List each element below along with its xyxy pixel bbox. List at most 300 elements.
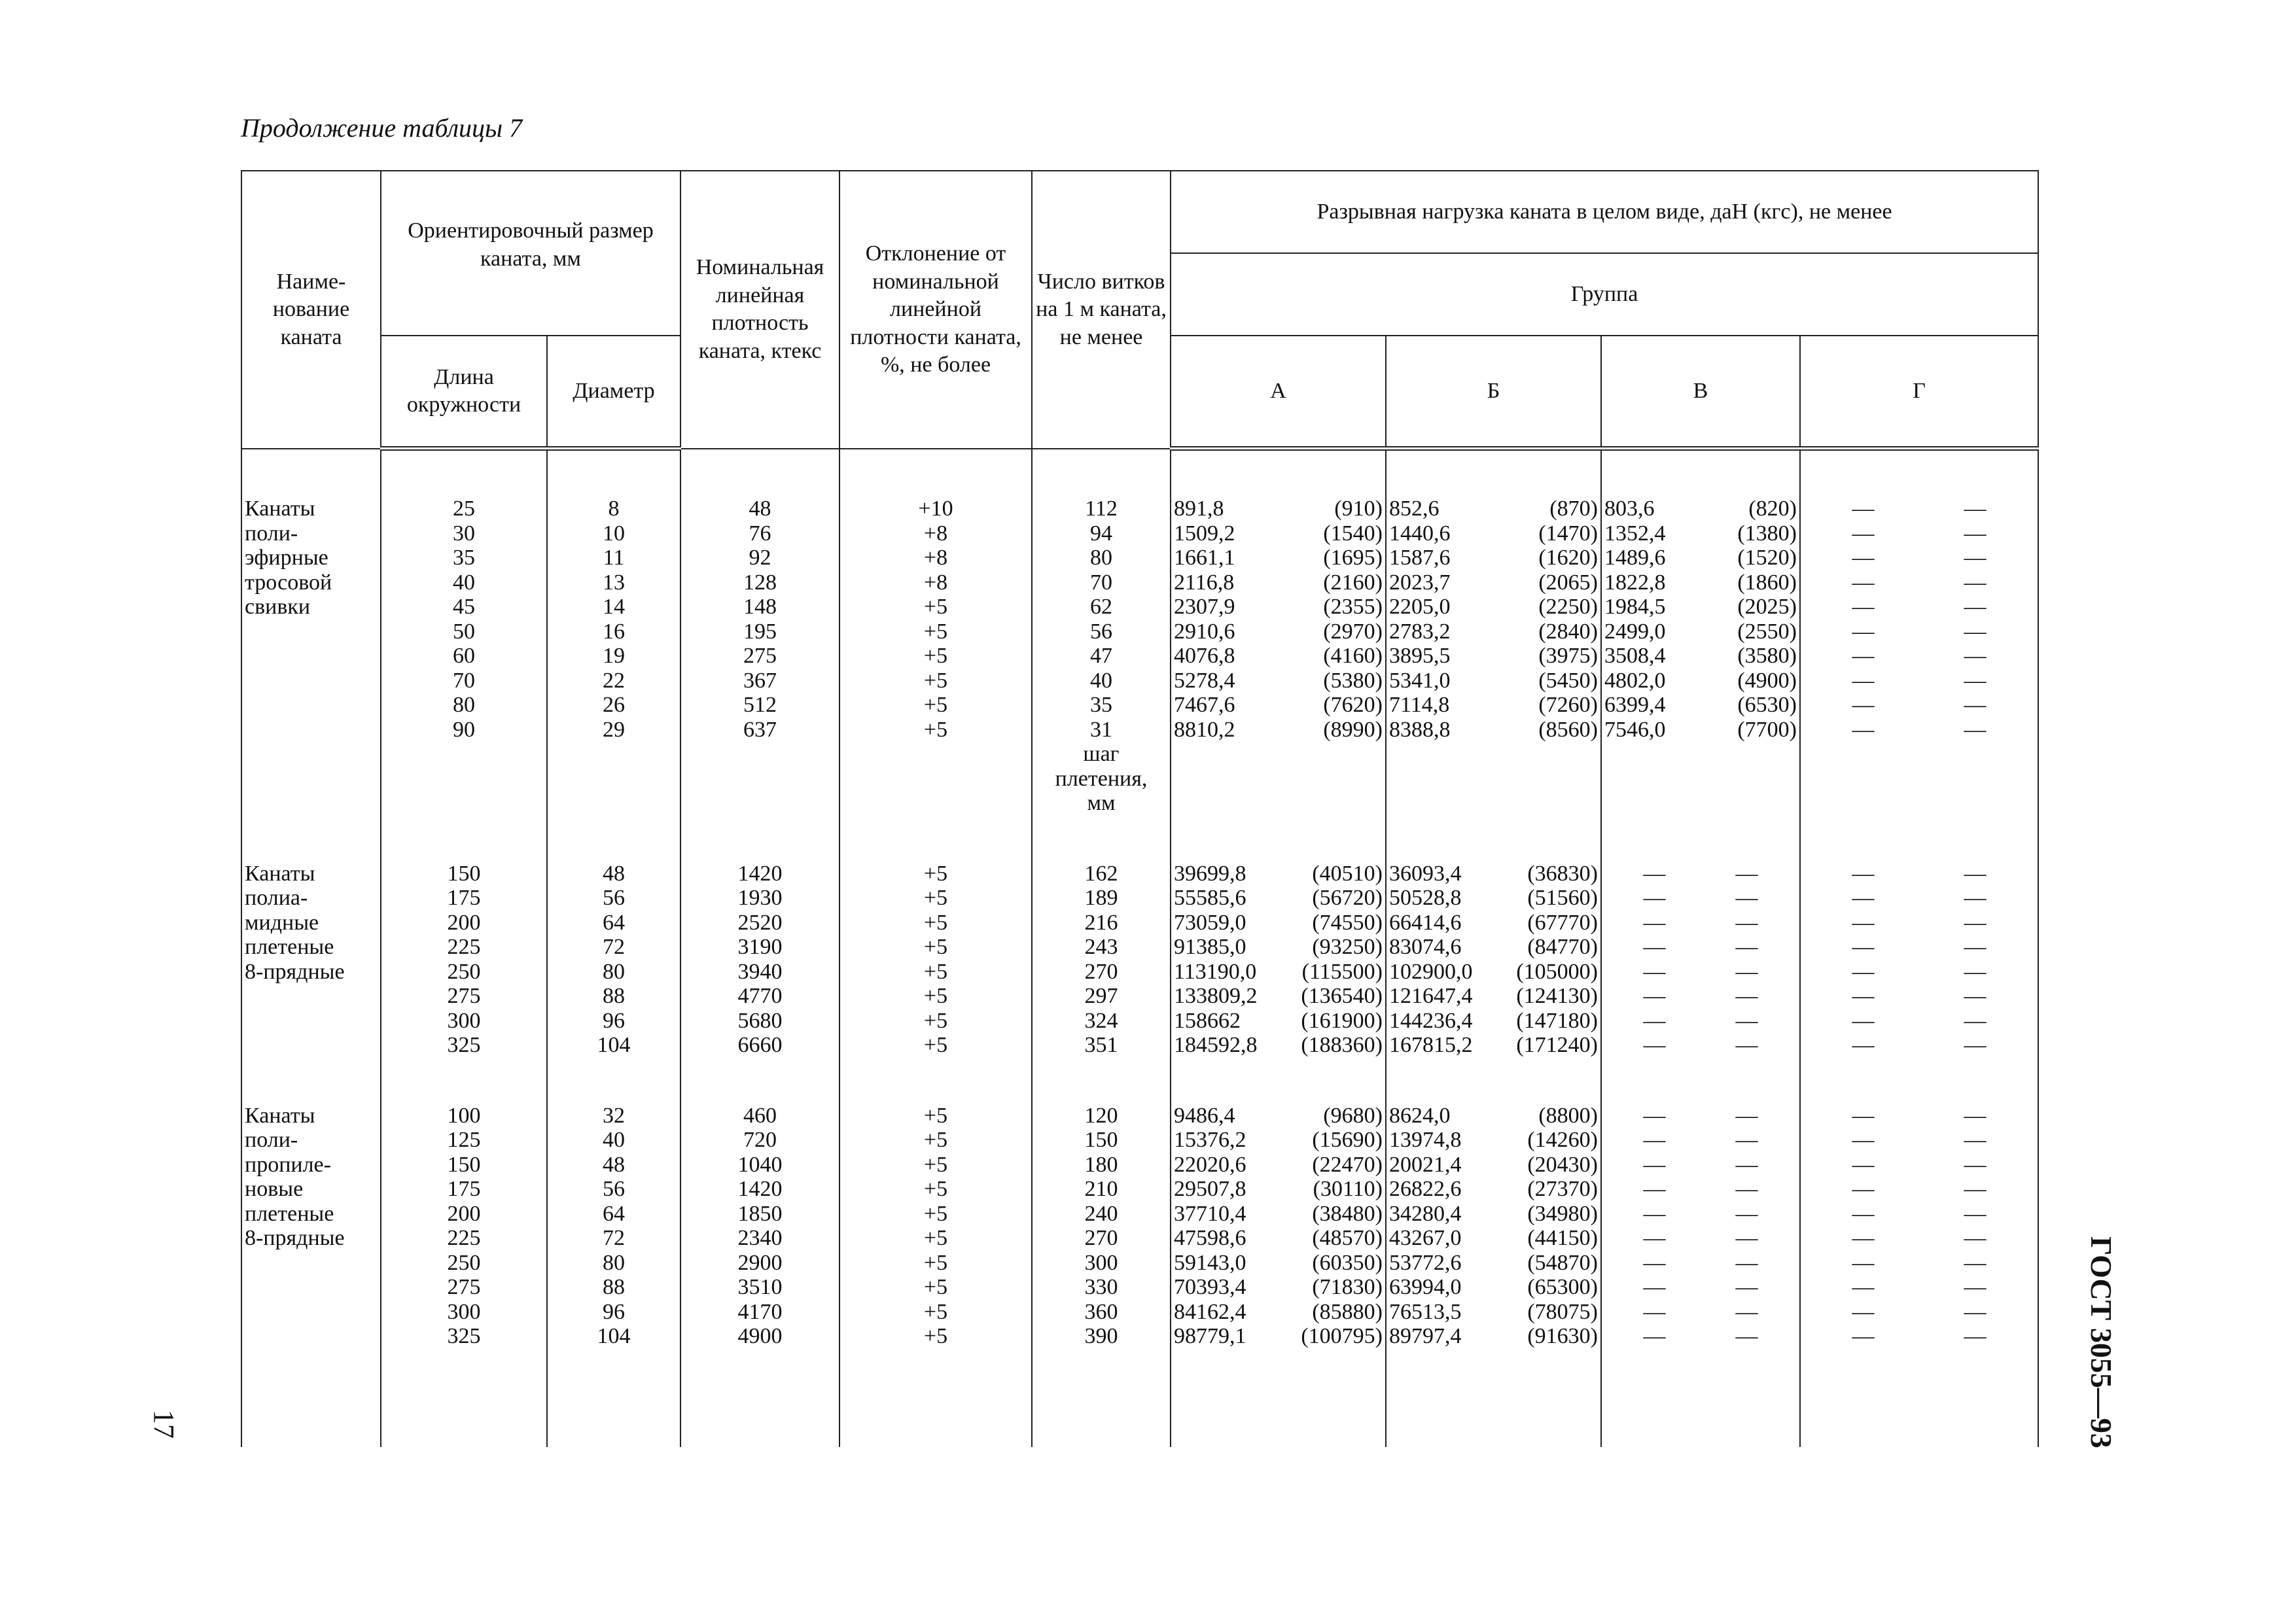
dash-mark: — [1964,1250,1987,1275]
circumference-value: 150 [447,1152,481,1177]
load-b-kgs: (8800) [1538,1103,1598,1128]
load-b-kgs: (147180) [1516,1008,1598,1033]
load-g-dash [1801,1226,2038,1251]
load-v-dash [1602,911,1799,935]
load-a-dan: 39699,8 [1174,861,1246,886]
load-a [1171,693,1385,718]
spacer-row [241,1349,2038,1447]
diameter-value: 10 [603,521,625,546]
load-b-kgs: (67770) [1527,910,1598,935]
load-v-dash [1602,862,1799,886]
turns-value: 31 [1090,717,1113,742]
header-group: Группа [1171,253,2038,336]
spacer-cell [1386,1058,1601,1104]
density-value: 2520 [737,910,783,935]
load-a-kgs: (910) [1334,497,1383,521]
circumference-value: 50 [453,619,475,644]
load-a-dan: 15376,2 [1174,1128,1246,1152]
density-value: 148 [743,595,777,619]
density-value: 92 [749,546,771,570]
load-b-dan: 1587,6 [1389,546,1451,570]
load-g-dash [1801,1300,2038,1325]
load-b-kgs: (84770) [1527,935,1598,959]
dash-mark: — [1964,619,1987,644]
load-b-dan: 3895,5 [1389,644,1451,668]
load-a-dan: 55585,6 [1174,886,1246,910]
load-b-kgs: (1470) [1538,521,1598,546]
deviation-value: +5 [923,886,948,910]
deviation-value: +5 [923,717,948,742]
load-g-dash [1801,497,2038,521]
load-a [1171,1128,1385,1153]
density-value: 1040 [737,1152,783,1177]
load-g-dash [1801,669,2038,693]
diameter-value-cell [547,497,680,816]
dash-mark: — [1852,910,1875,935]
load-a-dan: 70393,4 [1174,1275,1246,1299]
rope-name [241,862,381,1058]
density-value: 4900 [737,1324,783,1348]
load-b [1386,644,1600,669]
dash-mark: — [1643,910,1666,935]
dash-mark: — [1643,1201,1666,1226]
deviation-value: +5 [923,861,948,886]
load-b-dan: 2023,7 [1389,570,1451,595]
load-a-dan: 84162,4 [1174,1299,1246,1324]
density-value-cell [680,1104,839,1349]
load-v-dash [1602,886,1799,911]
circumference-value: 90 [453,717,475,742]
diameter-value: 11 [603,546,625,570]
load-a-dan: 47598,6 [1174,1226,1246,1250]
dash-mark: — [1643,886,1666,910]
dash-mark: — [1852,619,1875,644]
group-a-cell [1171,497,1386,816]
deviation-value: +5 [923,595,948,619]
load-a-kgs: (60350) [1312,1250,1383,1275]
dash-mark: — [1643,1299,1666,1324]
dash-mark: — [1735,1177,1758,1201]
dash-mark: — [1735,1128,1758,1152]
diameter-value: 16 [603,619,625,644]
dash-mark: — [1852,1128,1875,1152]
load-b-kgs: (14260) [1527,1128,1598,1152]
dash-mark: — [1964,1128,1987,1152]
dash-mark: — [1735,1152,1758,1177]
header-size: Ориентировочный размер каната, мм [381,171,680,336]
load-a [1171,1104,1385,1128]
load-a [1171,1177,1385,1202]
load-v-dan: 1489,6 [1604,546,1666,570]
spacer-cell [1171,816,1386,862]
dash-mark: — [1964,935,1987,959]
circumference-value: 175 [447,1177,481,1201]
load-a-dan: 184592,8 [1174,1033,1258,1057]
dash-mark: — [1964,521,1987,546]
deviation-value: +5 [923,910,948,935]
circumference-value: 200 [447,1201,481,1226]
load-a [1171,546,1385,570]
dash-mark: — [1852,959,1875,984]
load-v-dash [1602,1033,1799,1058]
dash-mark: — [1643,1033,1666,1057]
dash-mark: — [1852,644,1875,668]
load-a [1171,570,1385,595]
load-b-kgs: (8560) [1538,717,1598,742]
spacer-cell [1386,1349,1601,1447]
load-a-dan: 5278,4 [1174,668,1235,693]
density-value: 76 [749,521,771,546]
load-a-kgs: (188360) [1301,1033,1383,1057]
rope-name-line: эфирные [245,546,328,570]
dash-mark: — [1964,1226,1987,1250]
spacer-cell [241,1349,381,1447]
deviation-value: +5 [923,1275,948,1299]
rope-name-line: новые [245,1177,304,1201]
load-v-kgs: (2025) [1737,595,1797,619]
dash-mark: — [1643,1275,1666,1299]
load-b [1386,1177,1600,1202]
dash-mark: — [1964,959,1987,984]
spacer-cell [1171,1349,1386,1447]
circumference-value: 250 [447,959,481,984]
circumference-value: 60 [453,644,475,668]
dash-mark: — [1852,717,1875,742]
turns-value: 351 [1084,1033,1118,1057]
dash-mark: — [1852,546,1875,570]
load-g-dash [1801,546,2038,570]
group-b-cell [1386,497,1601,816]
document-code: ГОСТ 3055—93 [2085,1236,2118,1448]
load-v-dash [1602,1177,1799,1202]
circumference-value: 25 [453,497,475,521]
header-diameter: Диаметр [547,336,680,449]
dash-mark: — [1643,1128,1666,1152]
load-g-dash [1801,862,2038,886]
load-b-dan: 63994,0 [1389,1275,1462,1299]
dash-mark: — [1735,1299,1758,1324]
turns-value: 270 [1084,1226,1118,1250]
load-b [1386,1202,1600,1227]
diameter-value: 8 [608,497,620,521]
dash-mark: — [1735,1250,1758,1275]
load-a-dan: 891,8 [1174,497,1224,521]
dash-mark: — [1643,1250,1666,1275]
turns-value: 120 [1084,1103,1118,1128]
rope-name-line: поли- [245,521,298,546]
load-a [1171,521,1385,546]
dash-mark: — [1735,886,1758,910]
dash-mark: — [1852,595,1875,619]
density-value: 512 [743,693,777,717]
spacer-cell [1171,449,1386,497]
deviation-value: +5 [923,619,948,644]
load-v-kgs: (1520) [1737,546,1797,570]
load-a [1171,984,1385,1009]
diameter-value: 104 [597,1324,631,1348]
load-a [1171,1300,1385,1325]
dash-mark: — [1735,984,1758,1008]
load-g-dash [1801,886,2038,911]
header-name: Наиме- нование каната [241,171,381,449]
dash-mark: — [1964,546,1987,570]
dash-mark: — [1643,1152,1666,1177]
spacer-cell [241,449,381,497]
load-b-dan: 852,6 [1389,497,1439,521]
turns-value: 80 [1090,546,1113,570]
header-group-v: В [1601,336,1800,449]
circumference-value: 45 [453,595,475,619]
header-load: Разрывная нагрузка каната в целом виде, даН (кгс), не менее [1171,171,2038,253]
load-b-dan: 89797,4 [1389,1324,1462,1348]
load-v-kgs: (1380) [1737,521,1797,546]
spacer-cell [547,816,680,862]
load-g-dash [1801,1324,2038,1349]
load-g-dash [1801,1177,2038,1202]
load-a-dan: 59143,0 [1174,1250,1246,1275]
load-b-kgs: (34980) [1527,1201,1598,1226]
load-v-dan: 2499,0 [1604,619,1666,644]
header-circumference: Длина окружности [381,336,547,449]
deviation-value: +5 [923,1226,948,1250]
turns-value: 35 [1090,693,1113,717]
deviation-value: +5 [923,644,948,668]
dash-mark: — [1735,1324,1758,1348]
deviation-value: +5 [923,984,948,1008]
circumference-value: 275 [447,984,481,1008]
deviation-value: +5 [923,1103,948,1128]
dash-mark: — [1964,1033,1987,1057]
load-g-dash [1801,1202,2038,1227]
rope-name-line: мидные [245,910,319,935]
spacer-cell [547,1058,680,1104]
density-value: 637 [743,717,777,742]
turns-value: 189 [1084,886,1118,910]
load-a [1171,595,1385,620]
dash-mark: — [1852,984,1875,1008]
load-b-kgs: (870) [1549,497,1598,521]
load-a-kgs: (9680) [1323,1103,1383,1128]
header-turns: Число витков на 1 м каната, не менее [1032,171,1171,449]
load-b [1386,984,1600,1009]
load-a-kgs: (38480) [1312,1201,1383,1226]
load-b-kgs: (1620) [1538,546,1598,570]
spacer-cell [1032,816,1171,862]
load-b [1386,1033,1600,1058]
spacer-cell [1800,449,2038,497]
load-b-dan: 20021,4 [1389,1152,1462,1177]
spacer-cell [1800,816,2038,862]
group-v-cell [1601,1104,1800,1349]
circumference-value: 225 [447,935,481,959]
group-v-cell [1601,862,1800,1058]
deviation-value-cell [839,1104,1032,1349]
load-b-kgs: (78075) [1527,1299,1598,1324]
rope-name-line: свивки [245,595,311,619]
load-v-dash [1602,1251,1799,1276]
load-a [1171,620,1385,644]
header-density: Номинальная линейная плотность каната, ктекс [680,171,839,449]
load-a-dan: 2116,8 [1174,570,1235,595]
density-value: 5680 [737,1008,783,1033]
density-value: 1420 [737,861,783,886]
spacer-row [241,449,2038,497]
rope-name-line: пропиле- [245,1152,331,1177]
diameter-value: 40 [603,1128,625,1152]
load-a-dan: 22020,6 [1174,1152,1246,1177]
spacer-cell [1386,816,1601,862]
deviation-value: +5 [923,1152,948,1177]
circumference-value: 30 [453,521,475,546]
dash-mark: — [1852,886,1875,910]
diameter-value: 26 [603,693,625,717]
diameter-value: 72 [603,1226,625,1250]
load-a-dan: 91385,0 [1174,935,1246,959]
dash-mark: — [1735,935,1758,959]
load-v [1602,521,1799,546]
load-a-kgs: (2970) [1323,619,1383,644]
load-v-dash [1602,1153,1799,1178]
header-group-a: А [1171,336,1386,449]
spacer-row [241,816,2038,862]
load-v-dash [1602,960,1799,985]
load-a-kgs: (85880) [1312,1299,1383,1324]
dash-mark: — [1852,861,1875,886]
spacer-row [241,1058,2038,1104]
diameter-value: 96 [603,1299,625,1324]
load-a-kgs: (48570) [1312,1226,1383,1250]
load-b-dan: 36093,4 [1389,861,1462,886]
load-b-dan: 8388,8 [1389,717,1451,742]
load-b [1386,886,1600,911]
spacer-cell [1601,816,1800,862]
load-b [1386,1104,1600,1128]
load-a-kgs: (56720) [1312,886,1383,910]
load-g-dash [1801,570,2038,595]
spacer-cell [381,1349,547,1447]
load-b [1386,1275,1600,1300]
density-value: 1420 [737,1177,783,1201]
group-g-cell [1800,497,2038,816]
load-b-dan: 66414,6 [1389,910,1462,935]
density-value: 367 [743,668,777,693]
load-v [1602,595,1799,620]
dash-mark: — [1964,644,1987,668]
diameter-value: 96 [603,1008,625,1033]
load-b-kgs: (2065) [1538,570,1598,595]
load-g-dash [1801,644,2038,669]
turns-value: 360 [1084,1299,1118,1324]
density-value: 48 [749,497,771,521]
deviation-value: +5 [923,1177,948,1201]
load-v [1602,620,1799,644]
dash-mark: — [1643,984,1666,1008]
turns-value: 40 [1090,668,1113,693]
load-a-dan: 1509,2 [1174,521,1235,546]
spacer-cell [1601,1058,1800,1104]
turns-value: 162 [1084,861,1118,886]
spacer-cell [547,449,680,497]
load-a-dan: 98779,1 [1174,1324,1246,1348]
load-v-kgs: (4900) [1737,668,1797,693]
load-b [1386,960,1600,985]
diameter-value: 48 [603,861,625,886]
rope-name-line: Канаты [245,861,315,886]
load-b [1386,693,1600,718]
load-v-dash [1602,1275,1799,1300]
table-caption: Продолжение таблицы 7 [241,113,523,143]
load-b [1386,1009,1600,1034]
load-b-dan: 50528,8 [1389,886,1462,910]
spacer-cell [680,449,839,497]
load-a [1171,1275,1385,1300]
load-g-dash [1801,1275,2038,1300]
load-a-dan: 9486,4 [1174,1103,1235,1128]
load-b-dan: 53772,6 [1389,1250,1462,1275]
turns-value: 297 [1084,984,1118,1008]
load-a [1171,644,1385,669]
deviation-value: +5 [923,1250,948,1275]
dash-mark: — [1964,984,1987,1008]
load-v-kgs: (1860) [1737,570,1797,595]
load-b-dan: 13974,8 [1389,1128,1462,1152]
load-g-dash [1801,1128,2038,1153]
density-value: 275 [743,644,777,668]
dash-mark: — [1964,497,1987,521]
load-b [1386,669,1600,693]
load-b-kgs: (54870) [1527,1250,1598,1275]
density-value: 4170 [737,1299,783,1324]
turns-value: 240 [1084,1201,1118,1226]
group-g-cell [1800,862,2038,1058]
load-b-dan: 43267,0 [1389,1226,1462,1250]
load-b-kgs: (36830) [1527,861,1598,886]
load-v [1602,644,1799,669]
dash-mark: — [1852,1324,1875,1348]
load-b-dan: 76513,5 [1389,1299,1462,1324]
density-value: 3510 [737,1275,783,1299]
dash-mark: — [1643,935,1666,959]
load-g-dash [1801,960,2038,985]
circumference-value-cell [381,497,547,816]
dash-mark: — [1964,1152,1987,1177]
diameter-value: 56 [603,886,625,910]
load-v-dan: 1352,4 [1604,521,1666,546]
turns-value: 324 [1084,1008,1118,1033]
dash-mark: — [1964,570,1987,595]
deviation-value: +5 [923,1299,948,1324]
load-b-kgs: (5450) [1538,668,1598,693]
load-a-dan: 1661,1 [1174,546,1235,570]
circumference-value: 40 [453,570,475,595]
turns-value: 390 [1084,1324,1118,1348]
rope-name [241,1104,381,1349]
load-v [1602,546,1799,570]
turns-value: 216 [1084,910,1118,935]
dash-mark: — [1964,1103,1987,1128]
dash-mark: — [1964,910,1987,935]
load-v-kgs: (2550) [1737,619,1797,644]
circumference-value: 325 [447,1033,481,1057]
diameter-value: 88 [603,984,625,1008]
section-row [241,497,2038,816]
circumference-value: 250 [447,1250,481,1275]
load-b [1386,595,1600,620]
load-v-dash [1602,1300,1799,1325]
load-a-kgs: (22470) [1312,1152,1383,1177]
dash-mark: — [1964,1201,1987,1226]
group-b-cell [1386,1104,1601,1349]
